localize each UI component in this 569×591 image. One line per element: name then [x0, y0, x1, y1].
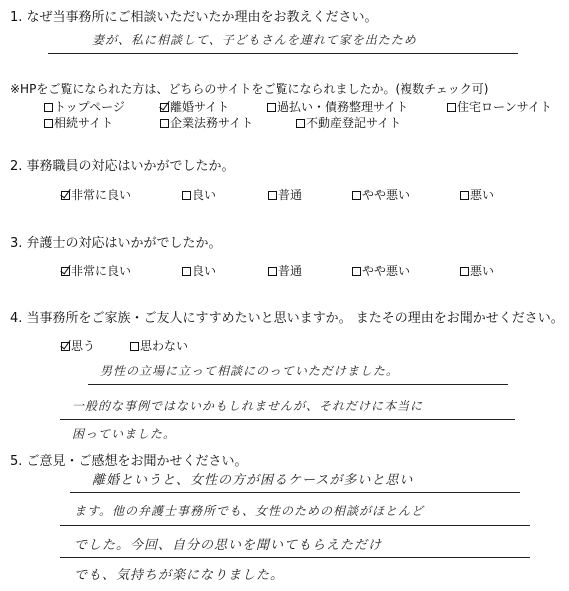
- q2-checkbox-very-good[interactable]: [61, 191, 70, 200]
- q2-checkbox-normal[interactable]: [268, 191, 277, 200]
- q1-answer: 妻が、私に相談して、子どもさんを連れて家を出たため: [92, 33, 417, 47]
- hp-option-housing-loan[interactable]: 住宅ローンサイト: [447, 98, 552, 115]
- q4-answer-line-1: 男性の立場に立って相談にのっていただけました。: [100, 364, 399, 378]
- q4-option-no[interactable]: 思わない: [130, 337, 188, 354]
- q2-checkbox-good[interactable]: [182, 191, 191, 200]
- hp-option-inheritance[interactable]: 相続サイト: [44, 114, 113, 131]
- q3-checkbox-somewhat-bad[interactable]: [352, 267, 361, 276]
- hp-checkbox-inheritance[interactable]: [44, 119, 53, 128]
- hp-option-debt[interactable]: 過払い・債務整理サイト: [267, 98, 408, 115]
- hp-option-corporate[interactable]: 企業法務サイト: [160, 114, 253, 131]
- q2-option-bad[interactable]: 悪い: [460, 186, 494, 203]
- q3-option-normal[interactable]: 普通: [268, 262, 302, 279]
- q4-option-yes[interactable]: 思う: [61, 337, 95, 354]
- q5-rule-2: [60, 525, 530, 526]
- q2-option-somewhat-bad[interactable]: やや悪い: [352, 186, 410, 203]
- hp-checkbox-corporate[interactable]: [160, 119, 169, 128]
- q3-option-somewhat-bad[interactable]: やや悪い: [352, 262, 410, 279]
- hp-option-divorce[interactable]: 離婚サイト: [160, 98, 229, 115]
- q1-title: 1. なぜ当事務所にご相談いただいたか理由をお教えください。: [10, 10, 378, 25]
- q3-title: 3. 弁護士の対応はいかがでしたか。: [10, 236, 222, 251]
- q3-option-very-good[interactable]: 非常に良い: [61, 262, 131, 279]
- hp-option-real-estate[interactable]: 不動産登記サイト: [296, 114, 401, 131]
- q2-option-good[interactable]: 良い: [182, 186, 216, 203]
- q5-rule-1: [70, 492, 520, 493]
- hp-checkbox-housing-loan[interactable]: [447, 103, 456, 112]
- q3-option-bad[interactable]: 悪い: [460, 262, 494, 279]
- q4-title: 4. 当事務所をご家族・ご友人にすすめたいと思いますか。 またその理由をお聞かせください。: [10, 311, 564, 326]
- q3-checkbox-normal[interactable]: [268, 267, 277, 276]
- q3-checkbox-bad[interactable]: [460, 267, 469, 276]
- q4-answer-line-2: 一般的な事例ではないかもしれませんが、それだけに本当に: [72, 399, 424, 413]
- q5-answer-line-3: でした。今回、自分の思いを聞いてもらえただけ: [74, 538, 383, 553]
- q4-rule-2: [60, 419, 515, 420]
- q3-option-good[interactable]: 良い: [182, 262, 216, 279]
- q1-answer-line: [48, 53, 518, 54]
- hp-checkbox-divorce[interactable]: [160, 103, 169, 112]
- q3-checkbox-very-good[interactable]: [61, 267, 70, 276]
- q2-checkbox-somewhat-bad[interactable]: [352, 191, 361, 200]
- q2-option-normal[interactable]: 普通: [268, 186, 302, 203]
- q4-checkbox-no[interactable]: [130, 342, 139, 351]
- q5-answer-line-4: でも、気持ちが楽になりました。: [74, 568, 285, 583]
- q4-rule-1: [88, 384, 508, 385]
- q5-rule-3: [60, 557, 530, 558]
- hp-option-top[interactable]: トップページ: [44, 98, 125, 115]
- q5-answer-line-2: ます。他の弁護士事務所でも、女性のための相談がほとんど: [74, 504, 425, 518]
- q4-checkbox-yes[interactable]: [61, 342, 70, 351]
- q5-answer-line-1: 離婚というと、女性の方が困るケースが多いと思い: [92, 473, 414, 488]
- q2-option-very-good[interactable]: 非常に良い: [61, 186, 131, 203]
- hp-checkbox-debt[interactable]: [267, 103, 276, 112]
- q5-title: 5. ご意見・ご感想をお聞かせください。: [10, 454, 248, 469]
- hp-checkbox-real-estate[interactable]: [296, 119, 305, 128]
- q4-answer-line-3: 困っていました。: [72, 427, 177, 441]
- q2-title: 2. 事務職員の対応はいかがでしたか。: [10, 159, 235, 174]
- hp-title: ※HPをご覧になられた方は、どちらのサイトをご覧になられましたか。(複数チェック可): [10, 82, 489, 96]
- hp-checkbox-top[interactable]: [44, 103, 53, 112]
- q3-checkbox-good[interactable]: [182, 267, 191, 276]
- q2-checkbox-bad[interactable]: [460, 191, 469, 200]
